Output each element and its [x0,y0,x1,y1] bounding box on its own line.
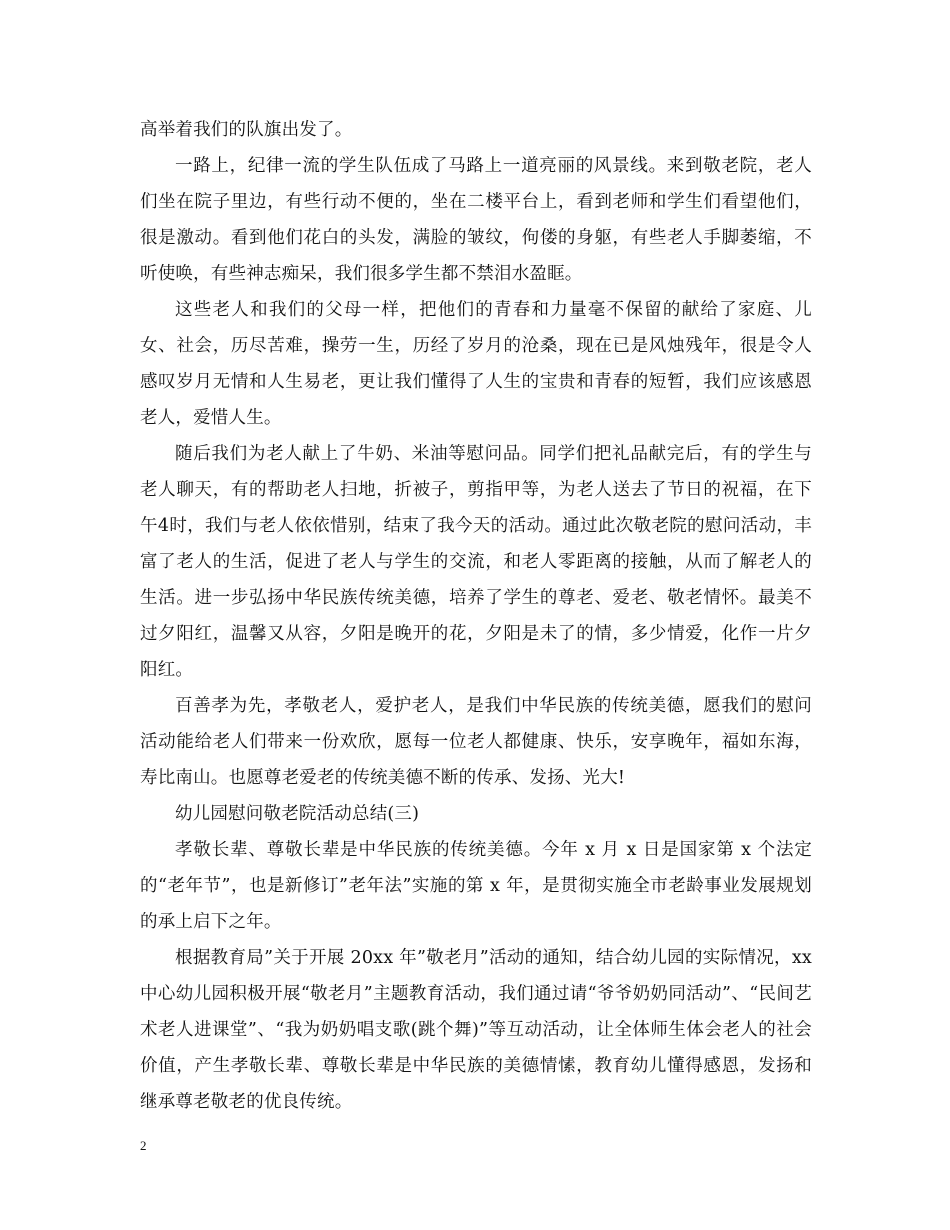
paragraph-elder-festival: 孝敬长辈、尊敬长辈是中华民族的传统美德。今年 x 月 x 日是国家第 x 个法定的“老年节”，也是新修订”老年法”实施的第 x 年，是贯彻实施全市老龄事业发展规划的承上启下之年。 [140,840,812,932]
body-text [140,112,812,1120]
paragraph-elders-reflection: 这些老人和我们的父母一样，把他们的青春和力量毫不保留的献给了家庭、儿女、社会，历尽苦难，操劳一生，历经了岁月的沧桑，现在已是风烛残年，很是令人感叹岁月无情和人生易老，更让我们懂得了人生的宝贵和青春的短暂，我们应该感恩老人，爱惜人生。 [140,300,812,428]
paragraph-road-trip: 一路上，纪律一流的学生队伍成了马路上一道亮丽的风景线。来到敬老院，老人们坐在院子里边，有些行动不便的，坐在二楼平台上，看到老师和学生们看望他们，很是激动。看到他们花白的头发，满脸的皱纹，佝偻的身躯，有些老人手脚萎缩，不听使唤，有些神志痴呆，我们很多学生都不禁泪水盈眶。 [140,156,812,284]
paragraph-gifts-activities: 随后我们为老人献上了牛奶、米油等慰问品。同学们把礼品献完后，有的学生与老人聊天，有的帮助老人扫地，折被子，剪指甲等，为老人送去了节日的祝福，在下午4时，我们与老人依依惜别，结束了我今天的活动。通过此次敬老院的慰问活动，丰富了老人的生活，促进了老人与学生的交流，和老人零距离的接触，从而了解老人的生活。进一步弘扬中华民族传统美德，培养了学生的尊老、爱老、敬老情怀。最美不过夕阳红，温馨又从容，夕阳是晚开的花，夕阳是未了的情，多少情爱，化作一片夕阳红。 [140,444,812,680]
paragraph-filial-piety: 百善孝为先，孝敬老人，爱护老人，是我们中华民族的传统美德，愿我们的慰问活动能给老人们带来一份欢欣，愿每一位老人都健康、快乐，安享晚年，福如东海，寿比南山。也愿尊老爱老的传统美德不断的传承、发扬、光大! [140,696,812,788]
section-heading: 幼儿园慰问敬老院活动总结(三) [175,804,420,824]
paragraph-continuation: 高举着我们的队旗出发了。 [140,120,353,140]
paragraph-kindergarten-activity: 根据教育局”关于开展 20xx 年”敬老月”活动的通知，结合幼儿园的实际情况，xx 中心幼儿园积极开展“敬老月”主题教育活动，我们通过请“爷爷奶奶同活动”、“民间艺术老人进课堂”、“我为奶奶唱支歌(跳个舞)”等互动活动，让全体师生体会老人的社会价值，产生孝敬长辈、尊敬长辈是中华民族的美德情愫，教育幼儿懂得感恩，发扬和继承尊老敬老的优良传统。 [140,948,812,1112]
page-number: 2 [140,1138,147,1153]
